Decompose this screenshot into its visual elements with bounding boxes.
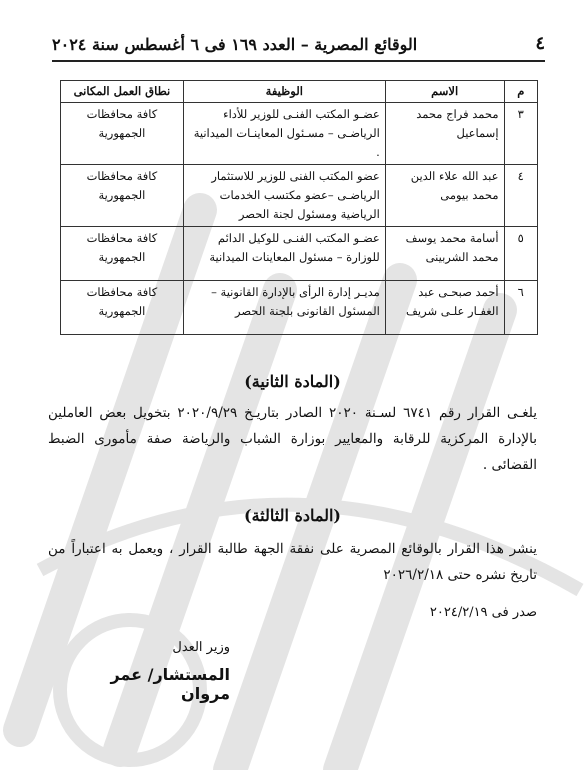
table-row [61,281,538,335]
row-job: مديـر إدارة الرأى بالإدارة القانونية – المسئول القانونى بلجنة الحصر [183,281,385,335]
row-job: عضـو المكتب الفنـى للوكيل الدائم للوزارة – مسئول المعاينات الميدانية [183,227,385,281]
row-job: عضـو المكتب الفنـى للوزير للأداء الرياضـى – مسـئول المعاينـات الميدانية . [183,103,385,165]
signature-block [60,640,230,703]
row-scope: كافة محافظات الجمهورية [61,227,184,281]
column-header-job: الوظيفة [183,81,385,103]
row-number: ٤ [504,165,537,227]
minister-title: وزير العدل [172,640,230,655]
table-header-row [61,81,538,103]
row-name: محمد فراج محمد إسماعيل [385,103,504,165]
row-number: ٦ [504,281,537,335]
row-job: عضو المكتب الفنى للوزير للاستثمار الرياضـى –عضو مكتسب الخدمات الرياضية ومسئول لجنة الحصر [183,165,385,227]
page-header [52,30,545,54]
officials-table [60,80,538,335]
table-row [61,103,538,165]
table-row [61,165,538,227]
row-scope: كافة محافظات الجمهورية [61,281,184,335]
article-three-title: (المادة الثالثة) [244,506,341,525]
table-row [61,227,538,281]
row-scope: كافة محافظات الجمهورية [61,165,184,227]
column-header-number: م [504,81,537,103]
article-two-text: يلغـى القرار رقم ٦٧٤١ لسـنة ٢٠٢٠ الصادر بتاريـخ ٢٠٢٠/٩/٢٩ بتخويل بعض العاملين بالإدارة المركزية للرقابة والمعايير بوزارة الشباب والرياضة صفة مأمورى الضبط القضائى . [48,405,537,473]
article-three-text: ينشر هذا القرار بالوقائع المصرية على نفقة الجهة طالبة القرار ، ويعمل به اعتباراً من تاريخ نشره حتى ٢٠٢٦/٢/١٨ [48,541,537,583]
row-number: ٥ [504,227,537,281]
minister-name: المستشار/ عمر مروان [110,665,230,703]
page-number: ٤ [535,33,545,54]
row-scope: كافة محافظات الجمهورية [61,103,184,165]
row-name: أحمد صبحـى عبد الغفـار علـى شريف [385,281,504,335]
row-name: أسامة محمد يوسف محمد الشربينى [385,227,504,281]
column-header-scope: نطاق العمل المكانى [61,81,184,103]
issue-date: صدر فى ٢٠٢٤/٢/١٩ [429,605,537,620]
gazette-issue-title: الوقائع المصرية – العدد ١٦٩ فى ٦ أغسطس سنة ٢٠٢٤ [52,35,418,54]
row-number: ٣ [504,103,537,165]
header-divider [52,60,545,62]
row-name: عبد الله علاء الدين محمد بيومى [385,165,504,227]
column-header-name: الاسم [385,81,504,103]
article-two-title: (المادة الثانية) [244,372,341,391]
